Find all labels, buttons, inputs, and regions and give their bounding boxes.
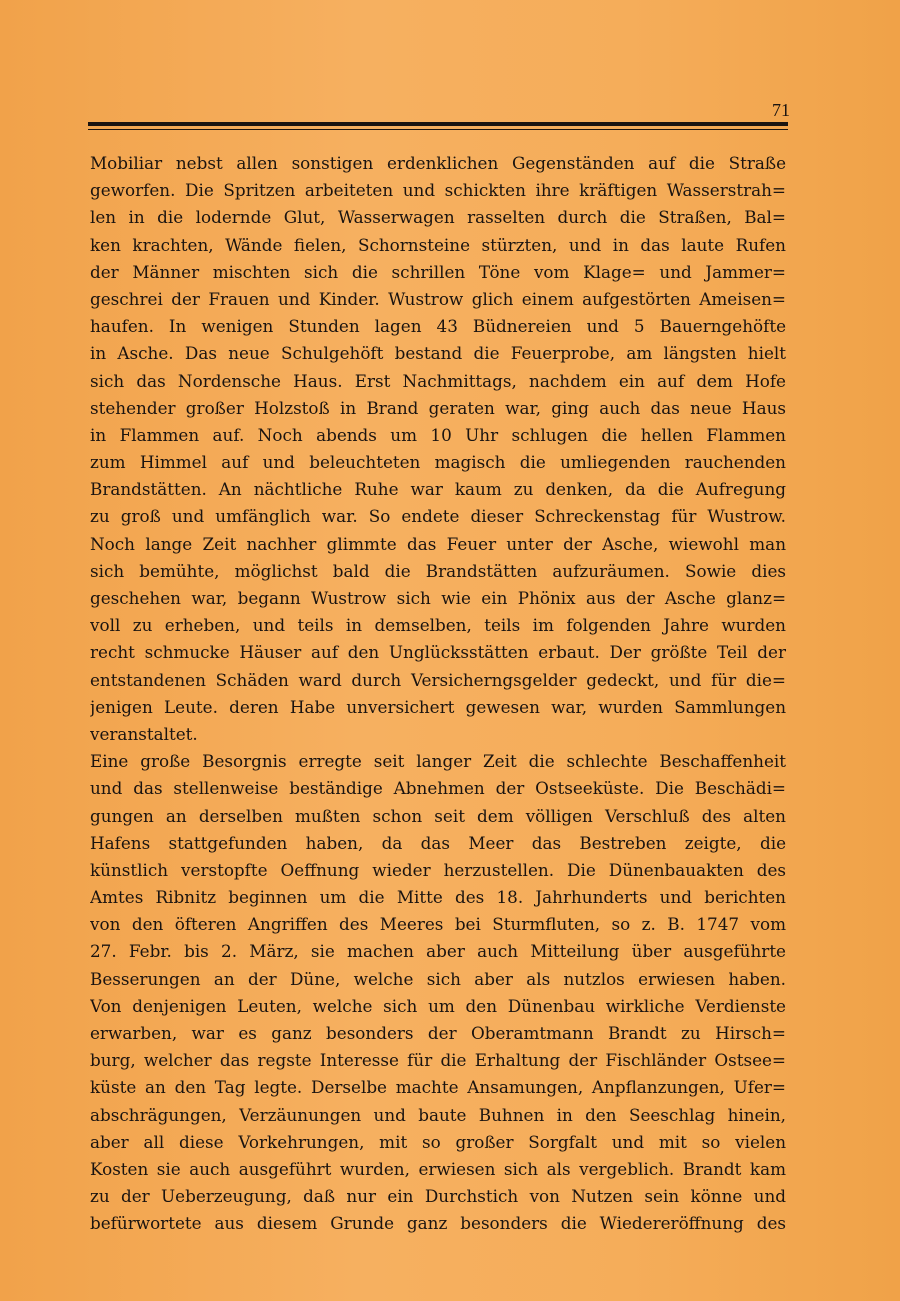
- text-line: Kosten sie auch ausgeführt wurden, erwiesen sich als vergeblich. Brandt kam: [90, 1158, 786, 1179]
- text-line: 27. Febr. bis 2. März, sie machen aber auch Mitteilung über ausgeführte: [90, 941, 786, 962]
- text-line: burg, welcher das regste Interesse für die Erhaltung der Fischländer Ostsee=: [90, 1050, 786, 1071]
- text-line: veranstaltet.: [90, 723, 198, 744]
- page-number: 71: [772, 100, 790, 120]
- text-line: voll zu erheben, und teils in demselben, teils im folgenden Jahre wurden: [90, 615, 786, 636]
- paragraph-1: [90, 150, 786, 748]
- text-line: geworfen. Die Spritzen arbeiteten und schickten ihre kräftigen Wasserstrah=: [90, 180, 786, 201]
- text-line: ken krachten, Wände fielen, Schornsteine stürzten, und in das laute Rufen: [90, 234, 786, 255]
- text-line: künstlich verstopfte Oeffnung wieder herzustellen. Die Dünenbauakten des: [90, 859, 786, 880]
- text-line: Noch lange Zeit nachher glimmte das Feuer unter der Asche, wiewohl man: [90, 533, 786, 554]
- paragraph-2: [90, 748, 786, 1237]
- text-line: zum Himmel auf und beleuchteten magisch die umliegenden rauchenden: [90, 452, 786, 473]
- text-line: Mobiliar nebst allen sonstigen erdenklichen Gegenständen auf die Straße: [90, 153, 786, 173]
- text-line: sich bemühte, möglichst bald die Brandstätten aufzuräumen. Sowie dies: [90, 560, 786, 581]
- text-line: Von denjenigen Leuten, welche sich um den Dünenbau wirkliche Verdienste: [90, 995, 786, 1016]
- header-rule-thin: [88, 129, 788, 130]
- body-text: [90, 150, 786, 1238]
- text-line: abschrägungen, Verzäunungen und baute Buhnen in den Seeschlag hinein,: [90, 1104, 786, 1125]
- text-line: jenigen Leute. deren Habe unversichert gewesen war, wurden Sammlungen: [90, 696, 786, 717]
- text-line: gungen an derselben mußten schon seit dem völligen Verschluß des alten: [90, 805, 786, 826]
- text-line: Besserungen an der Düne, welche sich aber als nutzlos erwiesen haben.: [90, 968, 786, 989]
- text-line: erwarben, war es ganz besonders der Oberamtmann Brandt zu Hirsch=: [90, 1023, 786, 1043]
- text-line: geschrei der Frauen und Kinder. Wustrow glich einem aufgestörten Ameisen=: [90, 288, 786, 309]
- text-line: und das stellenweise beständige Abnehmen der Ostseeküste. Die Beschädi=: [90, 778, 786, 799]
- text-line: Amtes Ribnitz beginnen um die Mitte des 18. Jahrhunderts und berichten: [90, 887, 786, 908]
- text-line: Brandstätten. An nächtliche Ruhe war kaum zu denken, da die Aufregung: [90, 479, 786, 500]
- header-rule: [88, 122, 788, 126]
- text-line: Eine große Besorgnis erregte seit langer Zeit die schlechte Beschaffenheit: [90, 751, 786, 772]
- text-line: geschehen war, begann Wustrow sich wie ein Phönix aus der Asche glanz=: [90, 588, 786, 608]
- text-line: von den öfteren Angriffen des Meeres bei Sturmfluten, so z. B. 1747 vom: [90, 914, 786, 935]
- text-line: küste an den Tag legte. Derselbe machte Ansamungen, Anpflanzungen, Ufer=: [90, 1077, 786, 1098]
- text-line: befürwortete aus diesem Grunde ganz besonders die Wiedereröffnung des: [90, 1213, 786, 1234]
- text-line: in Flammen auf. Noch abends um 10 Uhr schlugen die hellen Flammen: [90, 424, 786, 445]
- text-line: entstandenen Schäden ward durch Versicherngsgelder gedeckt, und für die=: [90, 669, 786, 690]
- text-line: sich das Nordensche Haus. Erst Nachmittags, nachdem ein auf dem Hofe: [90, 370, 786, 391]
- text-line: in Asche. Das neue Schulgehöft bestand die Feuerprobe, am längsten hielt: [90, 343, 786, 364]
- text-line: recht schmucke Häuser auf den Unglücksstätten erbaut. Der größte Teil der: [90, 642, 786, 663]
- text-line: haufen. In wenigen Stunden lagen 43 Büdnereien und 5 Bauerngehöfte: [90, 316, 786, 337]
- text-line: der Männer mischten sich die schrillen Töne vom Klage= und Jammer=: [90, 261, 786, 282]
- text-line: Hafens stattgefunden haben, da das Meer das Bestreben zeigte, die: [90, 832, 786, 853]
- text-line: len in die lodernde Glut, Wasserwagen rasselten durch die Straßen, Bal=: [90, 207, 786, 228]
- text-line: zu der Ueberzeugung, daß nur ein Durchstich von Nutzen sein könne und: [90, 1186, 786, 1207]
- text-line: stehender großer Holzstoß in Brand geraten war, ging auch das neue Haus: [90, 397, 786, 418]
- text-line: zu groß und umfänglich war. So endete dieser Schreckenstag für Wustrow.: [90, 506, 786, 527]
- text-line: aber all diese Vorkehrungen, mit so großer Sorgfalt und mit so vielen: [90, 1131, 786, 1152]
